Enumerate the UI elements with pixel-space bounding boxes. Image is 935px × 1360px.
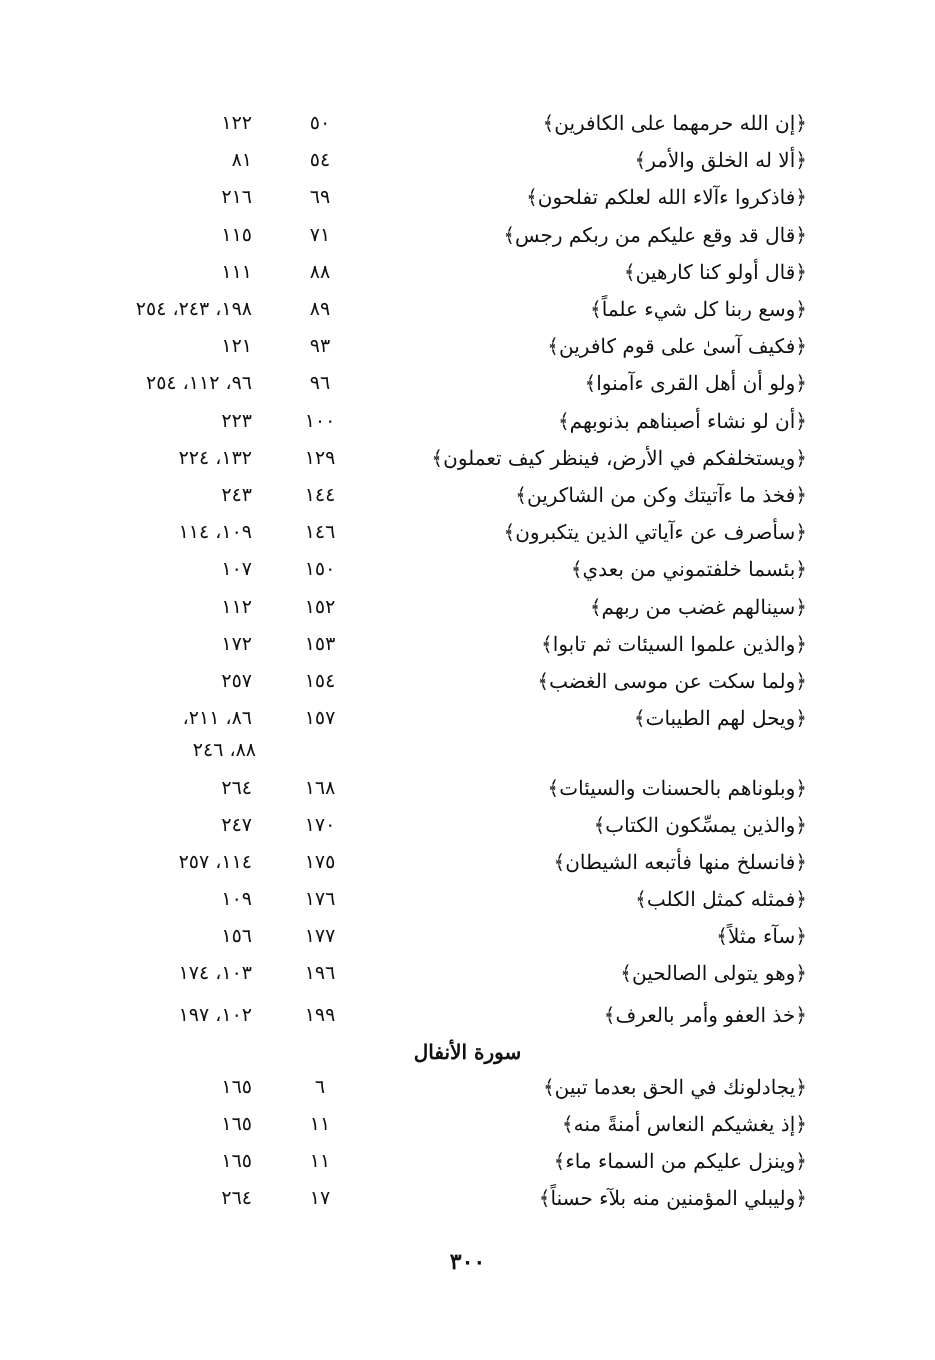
ayah-number: ١١ xyxy=(309,1113,331,1135)
verse-text: ﴿سأصرف عن ءآياتي الذين يتكبرون﴾ xyxy=(503,520,807,545)
verse-text: ﴿فانسلخ منها فأتبعه الشيطان﴾ xyxy=(553,850,807,874)
verse-text: ﴿ويستخلفكم في الأرض، فينظر كيف تعملون﴾ xyxy=(431,445,807,470)
page-number: ٣٠٠ xyxy=(449,1249,486,1275)
index-row xyxy=(0,182,935,212)
verse-text: ﴿ولو أن أهل القرى ءآمنوا﴾ xyxy=(584,371,807,396)
page-references: ١٠٣، ١٧٤ xyxy=(178,962,252,984)
index-row xyxy=(0,257,935,287)
page-references: ١١٤، ٢٥٧ xyxy=(178,851,252,873)
verse-text: ﴿إذ يغشيكم النعاس أمنةً منه﴾ xyxy=(561,1112,807,1136)
ayah-number: ٨٩ xyxy=(309,298,331,320)
verse-text: ﴿والذين يمسِّكون الكتاب﴾ xyxy=(593,813,807,837)
page-references: ١٥٦ xyxy=(221,925,252,947)
index-row xyxy=(0,629,935,659)
ayah-number: ٧١ xyxy=(309,223,331,246)
verse-text: ﴿والذين علموا السيئات ثم تابوا﴾ xyxy=(541,631,807,656)
verse-text: ﴿وسع ربنا كل شيء علماً﴾ xyxy=(590,297,807,321)
index-row xyxy=(0,1072,935,1102)
verse-text: ﴿فاذكروا ءآلاء الله لعلكم تفلحون﴾ xyxy=(526,185,807,210)
ayah-number: ١١ xyxy=(309,1150,331,1172)
page-references: ٩٦، ١١٢، ٢٥٤ xyxy=(145,372,252,395)
verse-text: ﴿قال قد وقع عليكم من ربكم رجس﴾ xyxy=(503,222,807,247)
verse-text: ﴿فمثله كمثل الكلب﴾ xyxy=(635,887,807,911)
index-row xyxy=(0,921,935,951)
ayah-number: ١٤٤ xyxy=(304,484,336,506)
ayah-number: ١٩٩ xyxy=(304,1004,336,1026)
verse-text: ﴿قال أولو كنا كارهين﴾ xyxy=(623,259,807,284)
verse-text: ﴿إن الله حرمهما على الكافرين﴾ xyxy=(542,111,807,135)
index-row xyxy=(0,480,935,510)
index-row xyxy=(0,443,935,473)
page-references: ٢٤٧ xyxy=(221,814,252,836)
index-row xyxy=(0,773,935,803)
verse-text: ﴿ألا له الخلق والأمر﴾ xyxy=(634,148,807,173)
page-references: ٨٦، ٢١١، xyxy=(182,707,252,730)
page-references: ١٣٢، ٢٢٤ xyxy=(178,446,252,469)
verse-text: ﴿بئسما خلفتموني من بعدي﴾ xyxy=(570,557,807,582)
page-references: ١٩٨، ٢٤٣، ٢٥٤ xyxy=(135,298,252,320)
ayah-number: ٩٣ xyxy=(309,335,331,358)
ayah-number: ١٧٦ xyxy=(304,888,336,910)
index-row xyxy=(0,1000,935,1030)
ayah-number: ١٧٠ xyxy=(304,814,336,836)
ayah-number: ١٥٧ xyxy=(304,707,336,730)
verse-text: ﴿وهو يتولى الصالحين﴾ xyxy=(620,961,807,985)
verse-text: ﴿وينزل عليكم من السماء ماء﴾ xyxy=(553,1149,807,1173)
ayah-number: ١٥٠ xyxy=(304,558,336,581)
index-row xyxy=(0,220,935,250)
page-references: ١٦٥ xyxy=(221,1113,252,1135)
verse-text: ﴿فخذ ما ءآتيتك وكن من الشاكرين﴾ xyxy=(515,483,807,507)
index-row xyxy=(0,847,935,877)
verse-text: ﴿سآء مثلاً﴾ xyxy=(716,924,807,948)
page-references: ٢٦٤ xyxy=(221,777,252,799)
index-row xyxy=(0,884,935,914)
verse-text: ﴿وليبلي المؤمنين منه بلآء حسناً﴾ xyxy=(538,1186,807,1210)
ayah-number: ١٧٥ xyxy=(304,851,336,873)
index-row xyxy=(0,703,935,733)
index-row xyxy=(0,406,935,436)
ayah-number: ١٤٦ xyxy=(304,521,336,544)
ayah-number: ١٥٤ xyxy=(304,670,336,692)
page-references: ٢٦٤ xyxy=(221,1187,252,1209)
page-references: ١٠٩، ١١٤ xyxy=(178,521,252,544)
ayah-number: ١٧ xyxy=(309,1187,331,1209)
index-row xyxy=(0,331,935,361)
page-references: ١٢١ xyxy=(221,335,252,358)
page-references: ١٦٥ xyxy=(221,1076,252,1098)
ayah-number: ١٧٧ xyxy=(304,925,336,947)
ayah-number: ١٠٠ xyxy=(304,409,336,432)
verse-text: ﴿يجادلونك في الحق بعدما تبين﴾ xyxy=(542,1075,807,1099)
ayah-number: ٩٦ xyxy=(309,372,331,395)
page-references: ١٠٩ xyxy=(221,888,252,910)
verse-text: ﴿ويحل لهم الطيبات﴾ xyxy=(633,706,807,731)
ayah-number: ٦ xyxy=(314,1076,326,1098)
index-row xyxy=(0,1183,935,1213)
verse-text: ﴿سينالهم غضب من ربهم﴾ xyxy=(589,594,807,619)
index-row xyxy=(0,294,935,324)
page-references: ٢١٦ xyxy=(221,186,252,209)
index-row-continuation xyxy=(0,735,935,765)
page-references: ٨١ xyxy=(231,149,252,172)
index-row xyxy=(0,1109,935,1139)
ayah-number: ٨٨ xyxy=(309,260,331,283)
page-refs-continuation: ٨٨، ٢٤٦ xyxy=(192,739,256,761)
ayah-number: ١٥٢ xyxy=(304,595,336,618)
index-row xyxy=(0,108,935,138)
index-row xyxy=(0,958,935,988)
ayah-number: ١٢٩ xyxy=(304,446,336,469)
page-references: ١٠٧ xyxy=(221,558,252,581)
index-row xyxy=(0,592,935,622)
page-references: ١٠٢، ١٩٧ xyxy=(178,1004,252,1026)
page-references: ٢٥٧ xyxy=(221,670,252,692)
page-references: ٢٤٣ xyxy=(221,484,252,506)
index-row xyxy=(0,666,935,696)
ayah-number: ٦٩ xyxy=(309,186,331,209)
page-references: ١٧٢ xyxy=(221,632,252,655)
page-references: ١٢٢ xyxy=(221,112,252,134)
ayah-number: ٥٤ xyxy=(309,149,331,172)
index-row xyxy=(0,368,935,398)
ayah-number: ١٩٦ xyxy=(304,962,336,984)
ayah-number: ٥٠ xyxy=(309,112,331,134)
index-row xyxy=(0,145,935,175)
verse-text: ﴿وبلوناهم بالحسنات والسيئات﴾ xyxy=(547,776,807,800)
verse-text: ﴿أن لو نشاء أصبناهم بذنوبهم﴾ xyxy=(557,408,807,433)
verse-text: ﴿فكيف آسىٰ على قوم كافرين﴾ xyxy=(547,334,807,359)
verse-text: ﴿خذ العفو وأمر بالعرف﴾ xyxy=(603,1003,807,1027)
verse-text: ﴿ولما سكت عن موسى الغضب﴾ xyxy=(537,669,807,693)
page-references: ١٦٥ xyxy=(221,1150,252,1172)
page-references: ١١٥ xyxy=(221,223,252,246)
page-references: ١١٢ xyxy=(221,595,252,618)
page-references: ٢٢٣ xyxy=(221,409,252,432)
ayah-number: ١٥٣ xyxy=(304,632,336,655)
surah-heading: سورة الأنفال xyxy=(413,1040,522,1064)
index-row xyxy=(0,810,935,840)
index-row xyxy=(0,1146,935,1176)
index-row xyxy=(0,517,935,547)
page-references: ١١١ xyxy=(221,260,252,283)
index-row xyxy=(0,554,935,584)
ayah-number: ١٦٨ xyxy=(304,777,336,799)
